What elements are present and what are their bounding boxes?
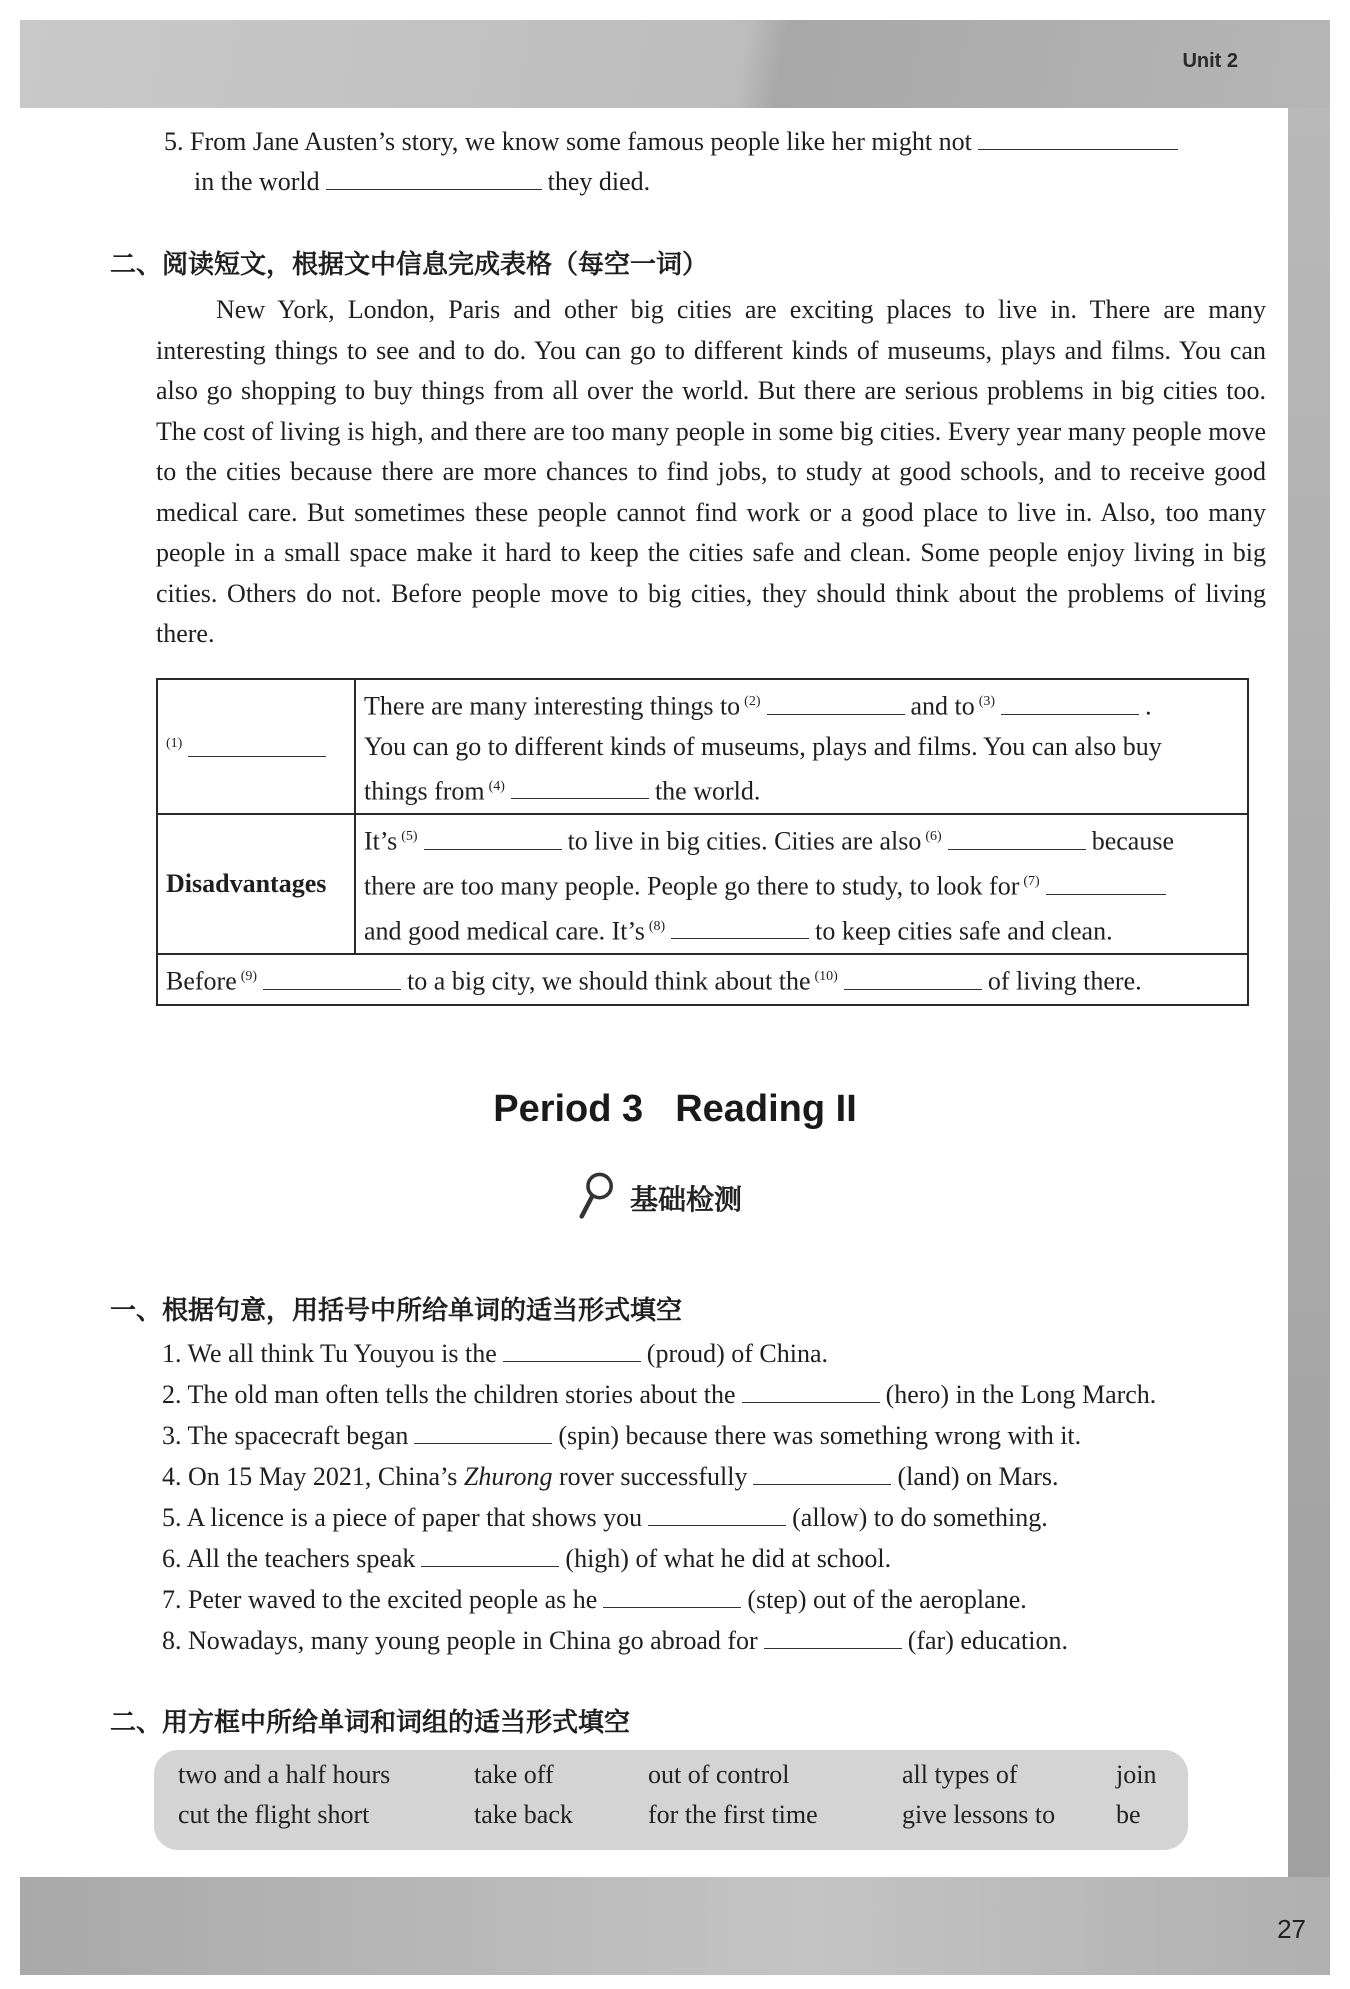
period-title: Period 3 Reading II bbox=[493, 1088, 857, 1130]
magnifier-icon bbox=[572, 1170, 620, 1220]
answer-blank[interactable] bbox=[671, 912, 809, 939]
conclusion-cell: Before $^{(9)}$ to a big city, we should think about the $^{(10)}$ of living there. bbox=[157, 954, 1248, 1005]
answer-blank[interactable] bbox=[742, 1376, 880, 1403]
list-item: 7. Peter waved to the excited people as he (step) out of the aeroplane. bbox=[162, 1580, 1027, 1620]
word-box-item: give lessons to bbox=[902, 1800, 1056, 1829]
answer-blank[interactable] bbox=[648, 1499, 786, 1526]
table-row bbox=[157, 954, 1248, 1005]
answer-blank[interactable] bbox=[503, 1335, 641, 1362]
answer-blank[interactable] bbox=[948, 823, 1086, 850]
answer-blank[interactable] bbox=[263, 963, 401, 990]
word-box-item: out of control bbox=[648, 1760, 790, 1789]
table-row bbox=[157, 679, 1248, 814]
row-content-cell: There are many interesting things to $^{(2)}$ and to $^{(3)}$ . You can go to different kinds of museums, plays and films. You can also buy things from $^{(4)}$ the world. bbox=[355, 679, 1248, 814]
answer-blank[interactable] bbox=[844, 963, 982, 990]
answer-blank[interactable] bbox=[188, 730, 326, 757]
answer-blank[interactable] bbox=[1001, 688, 1139, 715]
answer-blank[interactable] bbox=[603, 1581, 741, 1608]
list-item: 4. On 15 May 2021, China’s Zhurong rover successfully (land) on Mars. bbox=[162, 1457, 1058, 1497]
answer-blank[interactable] bbox=[753, 1458, 891, 1485]
word-box-item: take back bbox=[474, 1800, 573, 1829]
table-row bbox=[157, 814, 1248, 954]
word-box bbox=[154, 1750, 1188, 1850]
word-box-item: be bbox=[1116, 1800, 1141, 1829]
answer-blank[interactable] bbox=[414, 1417, 552, 1444]
list-item: 5. A licence is a piece of paper that shows you (allow) to do something. bbox=[162, 1498, 1048, 1538]
page-content bbox=[20, 20, 1330, 1975]
word-box-item: join bbox=[1116, 1760, 1157, 1789]
answer-blank[interactable] bbox=[1046, 868, 1166, 895]
row-content-cell: It’s $^{(5)}$ to live in big cities. Cities are also $^{(6)}$ because there are too many people. People go there to study, to look for $^{(7)}$ and good medical care. It’s $^{(8)}$ to keep cities safe and clean. bbox=[355, 814, 1248, 954]
q5-line2: in the world they died. bbox=[194, 162, 650, 202]
q5-line1: 5. From Jane Austen’s story, we know some famous people like her might not bbox=[164, 122, 1184, 162]
list-item: 3. The spacecraft began (spin) because there was something wrong with it. bbox=[162, 1416, 1081, 1456]
answer-blank[interactable] bbox=[511, 772, 649, 799]
answer-blank[interactable] bbox=[424, 823, 562, 850]
word-box-item: all types of bbox=[902, 1760, 1018, 1789]
reading-passage bbox=[156, 290, 1266, 655]
section-heading-word-forms: 一、根据句意，用括号中所给单词的适当形式填空 bbox=[110, 1296, 683, 1326]
summary-table bbox=[156, 678, 1249, 1006]
basic-check-title: 基础检测 bbox=[630, 1183, 743, 1216]
unit-label: Unit 2 bbox=[1182, 50, 1238, 72]
answer-blank[interactable] bbox=[978, 123, 1178, 150]
list-item: 8. Nowadays, many young people in China go abroad for (far) education. bbox=[162, 1621, 1068, 1661]
page-number: 27 bbox=[1277, 1914, 1306, 1944]
answer-blank[interactable] bbox=[326, 163, 542, 190]
workbook-page bbox=[20, 20, 1330, 1975]
answer-blank[interactable] bbox=[764, 1622, 902, 1649]
list-item: 2. The old man often tells the children stories about the (hero) in the Long March. bbox=[162, 1375, 1156, 1415]
list-item: 1. We all think Tu Youyou is the (proud) of China. bbox=[162, 1334, 828, 1374]
answer-blank[interactable] bbox=[421, 1540, 559, 1567]
list-item: 6. All the teachers speak (high) of what he did at school. bbox=[162, 1539, 891, 1579]
answer-blank[interactable] bbox=[767, 688, 905, 715]
section-heading-word-box: 二、用方框中所给单词和词组的适当形式填空 bbox=[110, 1708, 631, 1738]
word-box-item: for the first time bbox=[648, 1800, 818, 1829]
word-box-item: take off bbox=[474, 1760, 554, 1789]
section-heading-reading: 二、阅读短文，根据文中信息完成表格（每空一词） bbox=[110, 250, 709, 280]
word-box-item: cut the flight short bbox=[178, 1800, 370, 1829]
row-label-cell: Disadvantages bbox=[157, 814, 355, 954]
row-label-cell: (1) bbox=[157, 679, 355, 814]
word-box-item: two and a half hours bbox=[178, 1760, 391, 1789]
passage-text: New York, London, Paris and other big cities are exciting places to live in. There are many interesting things to see and to do. You can go to different kinds of museums, plays and films. You can also go shopping to buy things from all over the world. But there are serious problems in big cities too. The cost of living is high, and there are too many people in some big cities. Every year many people move to the cities because there are more chances to find jobs, to study at good schools, and to receive good medical care. But sometimes these people cannot find work or a good place to live in. Also, too many people in a small space make it hard to keep the cities safe and clean. Some people enjoy living in big cities. Others do not. Before people move to big cities, they should think about the problems of living there. bbox=[156, 295, 1266, 648]
